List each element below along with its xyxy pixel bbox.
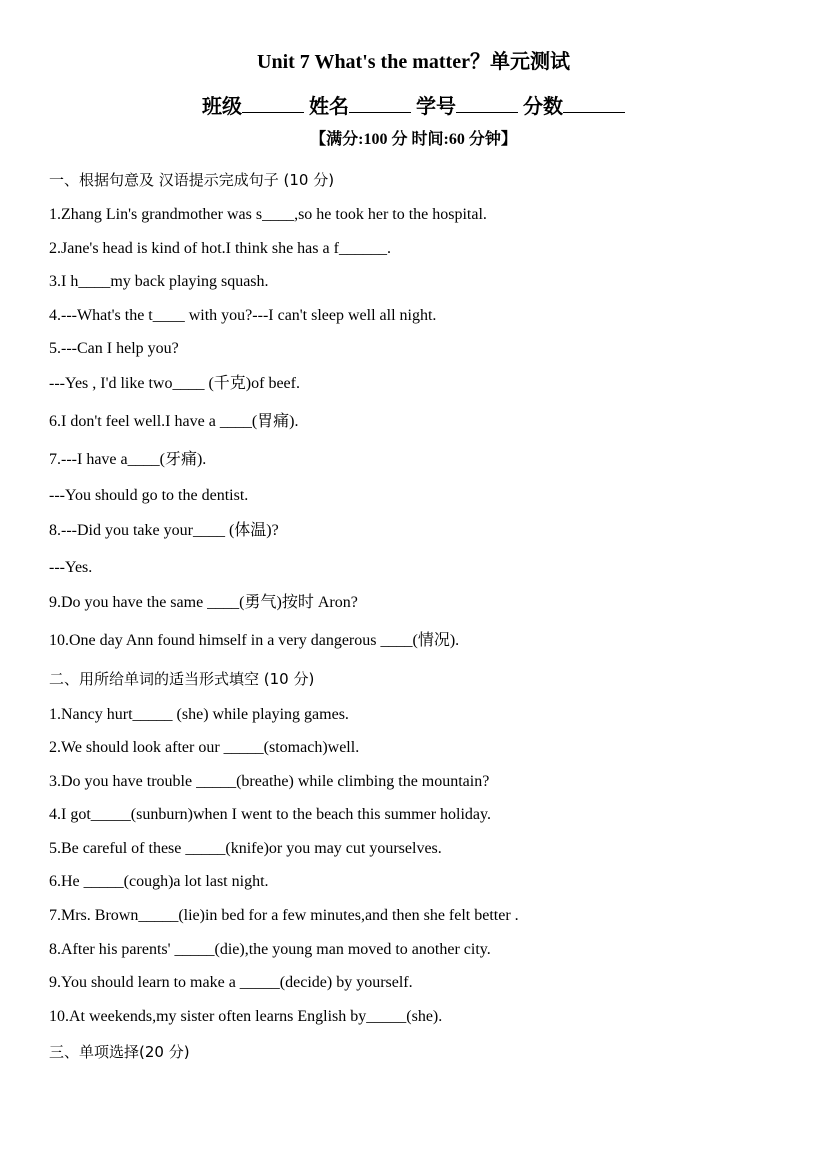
name-label: 姓名 [309, 96, 349, 118]
section-heading-2: 二、用所给单词的适当形式填空 (10 分) [49, 670, 315, 688]
student-number-blank [456, 90, 518, 113]
score-blank [563, 90, 625, 113]
question-line: 8.---Did you take your____ (体温)? [49, 522, 279, 539]
question-line: ---Yes , I'd like two____ (千克)of beef. [49, 375, 300, 392]
question-line: 10.One day Ann found himself in a very dangerous ____(情况). [49, 632, 460, 649]
exam-meta: 【满分:100 分 时间:60 分钟】 [310, 131, 517, 148]
question-line: 5.---Can I help you? [49, 340, 179, 357]
name-blank [349, 90, 411, 113]
class-blank [242, 90, 304, 113]
question-line: ---You should go to the dentist. [49, 487, 249, 504]
question-line: 1.Zhang Lin's grandmother was s____,so he took her to the hospital. [49, 206, 487, 223]
section-heading-1: 一、根据句意及 汉语提示完成句子 (10 分) [49, 171, 335, 189]
section-heading-3: 三、单项选择(20 分) [49, 1043, 190, 1061]
page-title: Unit 7 What's the matter？单元测试 [257, 51, 570, 73]
question-line: 1.Nancy hurt_____ (she) while playing games. [49, 706, 349, 723]
score-label: 分数 [523, 96, 563, 118]
question-line: ---Yes. [49, 559, 93, 576]
class-label: 班级 [202, 96, 242, 118]
question-line: 2.We should look after our _____(stomach)well. [49, 739, 360, 756]
question-line: 3.I h____my back playing squash. [49, 273, 269, 290]
question-line: 9.You should learn to make a _____(decide) by yourself. [49, 974, 413, 991]
question-line: 9.Do you have the same ____(勇气)按时 Aron? [49, 594, 358, 611]
question-line: 4.---What's the t____ with you?---I can't sleep well all night. [49, 307, 437, 324]
question-line: 2.Jane's head is kind of hot.I think she has a f______. [49, 240, 391, 257]
student-number-label: 学号 [416, 96, 456, 118]
question-line: 8.After his parents' _____(die),the young man moved to another city. [49, 941, 491, 958]
question-line: 6.He _____(cough)a lot last night. [49, 873, 269, 890]
question-line: 6.I don't feel well.I have a ____(胃痛). [49, 413, 299, 430]
question-line: 3.Do you have trouble _____(breathe) while climbing the mountain? [49, 773, 490, 790]
question-line: 4.I got_____(sunburn)when I went to the beach this summer holiday. [49, 806, 491, 823]
student-info-row [0, 90, 827, 123]
question-line: 10.At weekends,my sister often learns English by_____(she). [49, 1008, 443, 1025]
question-line: 7.Mrs. Brown_____(lie)in bed for a few minutes,and then she felt better . [49, 907, 519, 924]
question-line: 7.---I have a____(牙痛). [49, 451, 207, 468]
question-line: 5.Be careful of these _____(knife)or you may cut yourselves. [49, 840, 442, 857]
